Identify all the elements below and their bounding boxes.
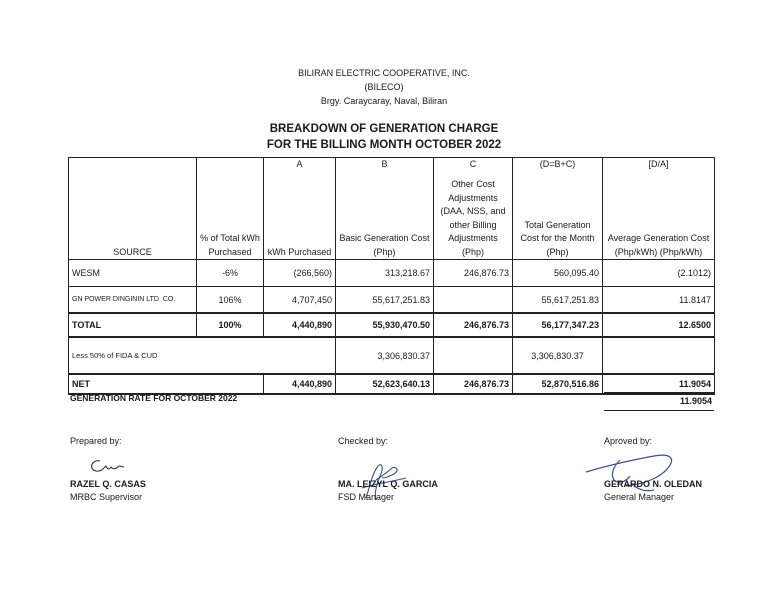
column-label: SOURCE (113, 246, 152, 257)
cell-basic: 52,623,640.13 (336, 374, 434, 394)
column-header-other (434, 158, 513, 260)
org-address: Brgy. Caraycaray, Naval, Biliran (320, 96, 448, 106)
column-header-avg (603, 158, 715, 260)
cell-source: NET (69, 374, 264, 394)
cell-basic: 55,617,251.83 (336, 287, 434, 314)
cell-total: 3,306,830.37 (513, 337, 603, 374)
cell-other: 246,876.73 (434, 313, 513, 337)
cell-source: TOTAL (69, 313, 197, 337)
column-label: Other Cost Adjustments (DAA, NSS, and other Billing Adjustments (Php) (440, 179, 506, 257)
cell-kwh: 4,707,450 (264, 287, 336, 314)
cell-basic: 313,218.67 (336, 260, 434, 287)
checked-by-title: FSD Manager (338, 492, 395, 502)
cell-other (434, 337, 513, 374)
approved-by-signature (584, 446, 678, 498)
table-row-total (69, 313, 715, 337)
generation-rate-label: GENERATION RATE FOR OCTOBER 2022 (70, 393, 238, 403)
cell-other (434, 287, 513, 314)
column-header-basic (336, 158, 434, 260)
table-row-less-fida-cud (69, 337, 715, 374)
column-header-pct (197, 158, 264, 260)
cell-basic: 55,930,470.50 (336, 313, 434, 337)
column-label: Total Generation Cost for the Month (Php) (520, 219, 595, 257)
cell-total: 52,870,516.86 (513, 374, 603, 394)
cell-total: 56,177,347.23 (513, 313, 603, 337)
cell-basic: 3,306,830.37 (336, 337, 434, 374)
table-row-net (69, 374, 715, 394)
document-title (0, 121, 768, 153)
column-label: kWh Purchased (267, 246, 332, 257)
cell-kwh: 4,440,890 (264, 374, 336, 394)
cell-other: 246,876.73 (434, 374, 513, 394)
column-letter: B (381, 159, 388, 169)
checked-by-label: Checked by: (338, 436, 389, 446)
column-header-kwh (264, 158, 336, 260)
generation-rate-value: 11.9054 (604, 392, 714, 411)
column-letter: [D/A] (648, 159, 669, 169)
cell-kwh: (266,560) (264, 260, 336, 287)
org-abbr: (BILECO) (364, 82, 404, 92)
cell-source: Less 50% of FIDA & CUD (69, 337, 336, 374)
cell-avg: 11.9054 (603, 374, 715, 394)
cell-total: 55,617,251.83 (513, 287, 603, 314)
table-row-wesm (69, 260, 715, 287)
prepared-by-title: MRBC Supervisor (70, 492, 143, 502)
column-label: Average Generation Cost (Php/kWh) (Php/kWh) (607, 233, 710, 257)
table-header-row (69, 158, 715, 260)
column-letter: C (469, 159, 477, 169)
approved-by-label: Aproved by: (604, 436, 653, 446)
cell-pct: -6% (197, 260, 264, 287)
cell-pct: 106% (197, 287, 264, 314)
prepared-by-signature (86, 455, 132, 477)
title-line-1: BREAKDOWN OF GENERATION CHARGE (269, 123, 499, 135)
column-letter: (D=B+C) (539, 159, 576, 169)
prepared-by-label: Prepared by: (70, 436, 122, 446)
table-row-gn-power (69, 287, 715, 314)
cell-pct: 100% (197, 313, 264, 337)
column-label: Basic Generation Cost (Php) (339, 233, 430, 257)
cell-total: 560,095.40 (513, 260, 603, 287)
column-header-total (513, 158, 603, 260)
prepared-by-name: RAZEL Q. CASAS (70, 479, 146, 489)
cell-source: GN POWER DINGININ LTD. CO. (69, 287, 197, 314)
cell-avg: (2.1012) (603, 260, 715, 287)
checked-by-name: MA. LEIZYL Q. GARCIA (338, 479, 438, 489)
cell-other: 246,876.73 (434, 260, 513, 287)
approved-by-name: GERARDO N. OLEDAN (604, 479, 703, 489)
column-letter: A (296, 159, 303, 169)
cell-source: WESM (69, 260, 197, 287)
cell-avg: 12.6500 (603, 313, 715, 337)
cell-avg (603, 337, 715, 374)
approved-by-title: General Manager (604, 492, 675, 502)
column-header-source (69, 158, 197, 260)
generation-charge-table (68, 157, 715, 395)
column-label: % of Total kWh Purchased (200, 233, 260, 257)
org-name: BILIRAN ELECTRIC COOPERATIVE, INC. (298, 68, 470, 78)
title-line-2: FOR THE BILLING MONTH OCTOBER 2022 (266, 139, 502, 151)
cell-kwh: 4,440,890 (264, 313, 336, 337)
document-header (0, 66, 768, 108)
cell-avg: 11.8147 (603, 287, 715, 314)
